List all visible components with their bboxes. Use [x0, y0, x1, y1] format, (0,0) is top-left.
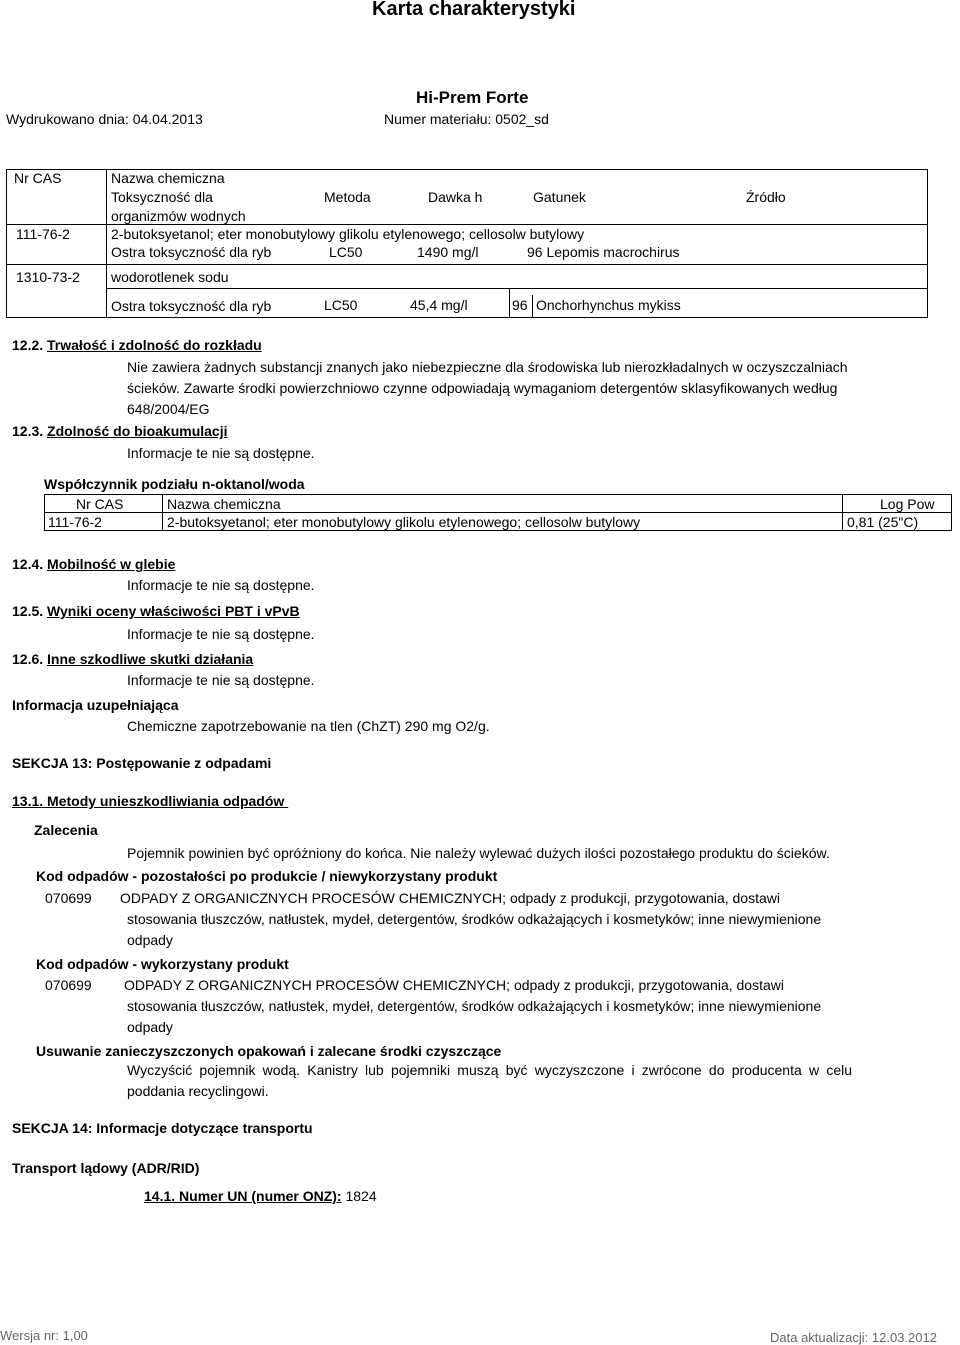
row2-dose: 45,4 mg/l: [410, 297, 468, 313]
section-number: 13.1.: [12, 793, 44, 809]
product-name: Hi-Prem Forte: [416, 88, 529, 107]
partition-header-name: Nazwa chemiczna: [167, 496, 281, 512]
un-number-line: [144, 1188, 377, 1204]
footer-update-date: Data aktualizacji: 12.03.2012: [770, 1330, 937, 1345]
waste-residue-description: ODPADY Z ORGANICZNYCH PROCESÓW CHEMICZNYCH; odpady z produkcji, przygotowania, dostawi stosowania tłuszczów, natłustek, mydeł, detergentów, środków odkażających i kosmetyków; inne niewymienione odpady: [120, 890, 822, 948]
section-number: 12.2.: [12, 337, 44, 353]
partition-row-logpow: 0,81 (25"C): [847, 514, 919, 530]
row1-name: 2-butoksyetanol; eter monobutylowy glikolu etylenowego; cellosolw butylowy: [111, 226, 585, 242]
row2-name: wodorotlenek sodu: [111, 269, 229, 285]
section-number: 12.3.: [12, 423, 44, 439]
section-12-4-text: Informacje te nie są dostępne.: [127, 577, 315, 593]
row2-species: Onchorhynchus mykiss: [536, 297, 681, 313]
row1-species: 96 Lepomis macrochirus: [527, 244, 680, 260]
row2-cas: 1310-73-2: [16, 269, 80, 285]
row2-hours: 96: [512, 297, 528, 313]
supplementary-text: Chemiczne zapotrzebowanie na tlen (ChZT) 290 mg O2/g.: [127, 718, 490, 734]
section-12-3-heading: [12, 423, 228, 439]
section-number: 12.5.: [12, 603, 44, 619]
table-header-method: Metoda: [324, 189, 371, 205]
section-title: Trwałość i zdolność do rozkładu: [47, 337, 262, 353]
row1-toxicity: Ostra toksyczność dla ryb: [111, 244, 272, 260]
table-header-species: Gatunek: [533, 189, 586, 205]
table-header-source: Źródło: [746, 189, 786, 205]
packaging-label: Usuwanie zanieczyszczonych opakowań i zalecane środki czyszczące: [36, 1043, 502, 1059]
section-number: 12.6.: [12, 651, 44, 667]
recommendation-label: Zalecenia: [34, 822, 98, 838]
partition-coefficient-title: Współczynnik podziału n-oktanol/woda: [44, 476, 305, 492]
row2-method: LC50: [324, 297, 358, 313]
section-12-5-heading: [12, 603, 300, 619]
material-number: Numer materiału: 0502_sd: [384, 111, 549, 127]
un-number-value: 1824: [345, 1188, 377, 1204]
table-header-dose: Dawka h: [428, 189, 483, 205]
section-12-3-text: Informacje te nie są dostępne.: [127, 445, 315, 461]
table-header-toxicity: Toksyczność dla: [111, 189, 213, 205]
row1-method: LC50: [329, 244, 363, 260]
partition-header-logpow: Log Pow: [880, 496, 935, 512]
waste-used-code: 070699: [45, 977, 92, 993]
packaging-text: Wyczyścić pojemnik wodą. Kanistry lub pojemniki muszą być wyczyszczone i zwrócone do producenta w celu poddania recyclingowi.: [127, 1062, 852, 1099]
partition-header-cas: Nr CAS: [76, 496, 124, 512]
section-title: Wyniki oceny właściwości PBT i vPvB: [47, 603, 300, 619]
section-title: Zdolność do bioakumulacji: [47, 423, 228, 439]
section-title: Metody unieszkodliwiania odpadów: [47, 793, 285, 809]
waste-used-description: ODPADY Z ORGANICZNYCH PROCESÓW CHEMICZNYCH; odpady z produkcji, przygotowania, dostawi stosowania tłuszczów, natłustek, mydeł, detergentów, środków odkażających i kosmetyków; inne niewymienione odpady: [124, 977, 822, 1035]
section-title: Inne szkodliwe skutki działania: [47, 651, 254, 667]
section-12-2-heading: [12, 337, 262, 353]
supplementary-heading: Informacja uzupełniająca: [12, 697, 179, 713]
section-14-title: SEKCJA 14: Informacje dotyczące transportu: [12, 1120, 313, 1136]
section-number: 12.4.: [12, 556, 44, 572]
section-12-6-text: Informacje te nie są dostępne.: [127, 672, 315, 688]
row2-toxicity: Ostra toksyczność dla ryb: [111, 298, 272, 314]
section-12-2-text: Nie zawiera żadnych substancji znanych jako niebezpieczne dla środowiska lub nierozkładalnych w oczyszczalniach ścieków. Zawarte środki powierzchniowo czynne odpowiadają wymaganiom detergentów sklasyfikowanych według 648/2004/EG: [127, 359, 848, 417]
section-12-6-heading: [12, 651, 253, 667]
table-header-cas: Nr CAS: [14, 170, 62, 186]
waste-residue-code: 070699: [45, 890, 92, 906]
land-transport-heading: Transport lądowy (ADR/RID): [12, 1160, 200, 1176]
section-13-title: SEKCJA 13: Postępowanie z odpadami: [12, 755, 272, 771]
row1-cas: 111-76-2: [16, 226, 70, 242]
section-13-1-heading: [12, 793, 288, 809]
section-12-5-text: Informacje te nie są dostępne.: [127, 626, 315, 642]
recommendation-text: Pojemnik powinien być opróżniony do końca. Nie należy wylewać dużych ilości pozostałego produktu do ścieków.: [127, 845, 830, 861]
table-header-toxicity-cont: organizmów wodnych: [111, 208, 246, 224]
section-12-4-heading: [12, 556, 175, 572]
partition-row-name: 2-butoksyetanol; eter monobutylowy glikolu etylenowego; cellosolw butylowy: [167, 514, 641, 530]
table-header-name: Nazwa chemiczna: [111, 170, 225, 186]
partition-row-cas: 111-76-2: [48, 514, 102, 530]
section-title: Mobilność w glebie: [47, 556, 176, 572]
waste-residue-label: Kod odpadów - pozostałości po produkcie / niewykorzystany produkt: [36, 868, 498, 884]
print-date: Wydrukowano dnia: 04.04.2013: [6, 111, 203, 127]
waste-used-label: Kod odpadów - wykorzystany produkt: [36, 956, 289, 972]
row1-dose: 1490 mg/l: [417, 244, 479, 260]
un-number-label: 14.1. Numer UN (numer ONZ):: [144, 1188, 342, 1204]
footer-version: Wersja nr: 1,00: [0, 1328, 88, 1343]
document-title: Karta charakterystyki: [372, 0, 576, 20]
